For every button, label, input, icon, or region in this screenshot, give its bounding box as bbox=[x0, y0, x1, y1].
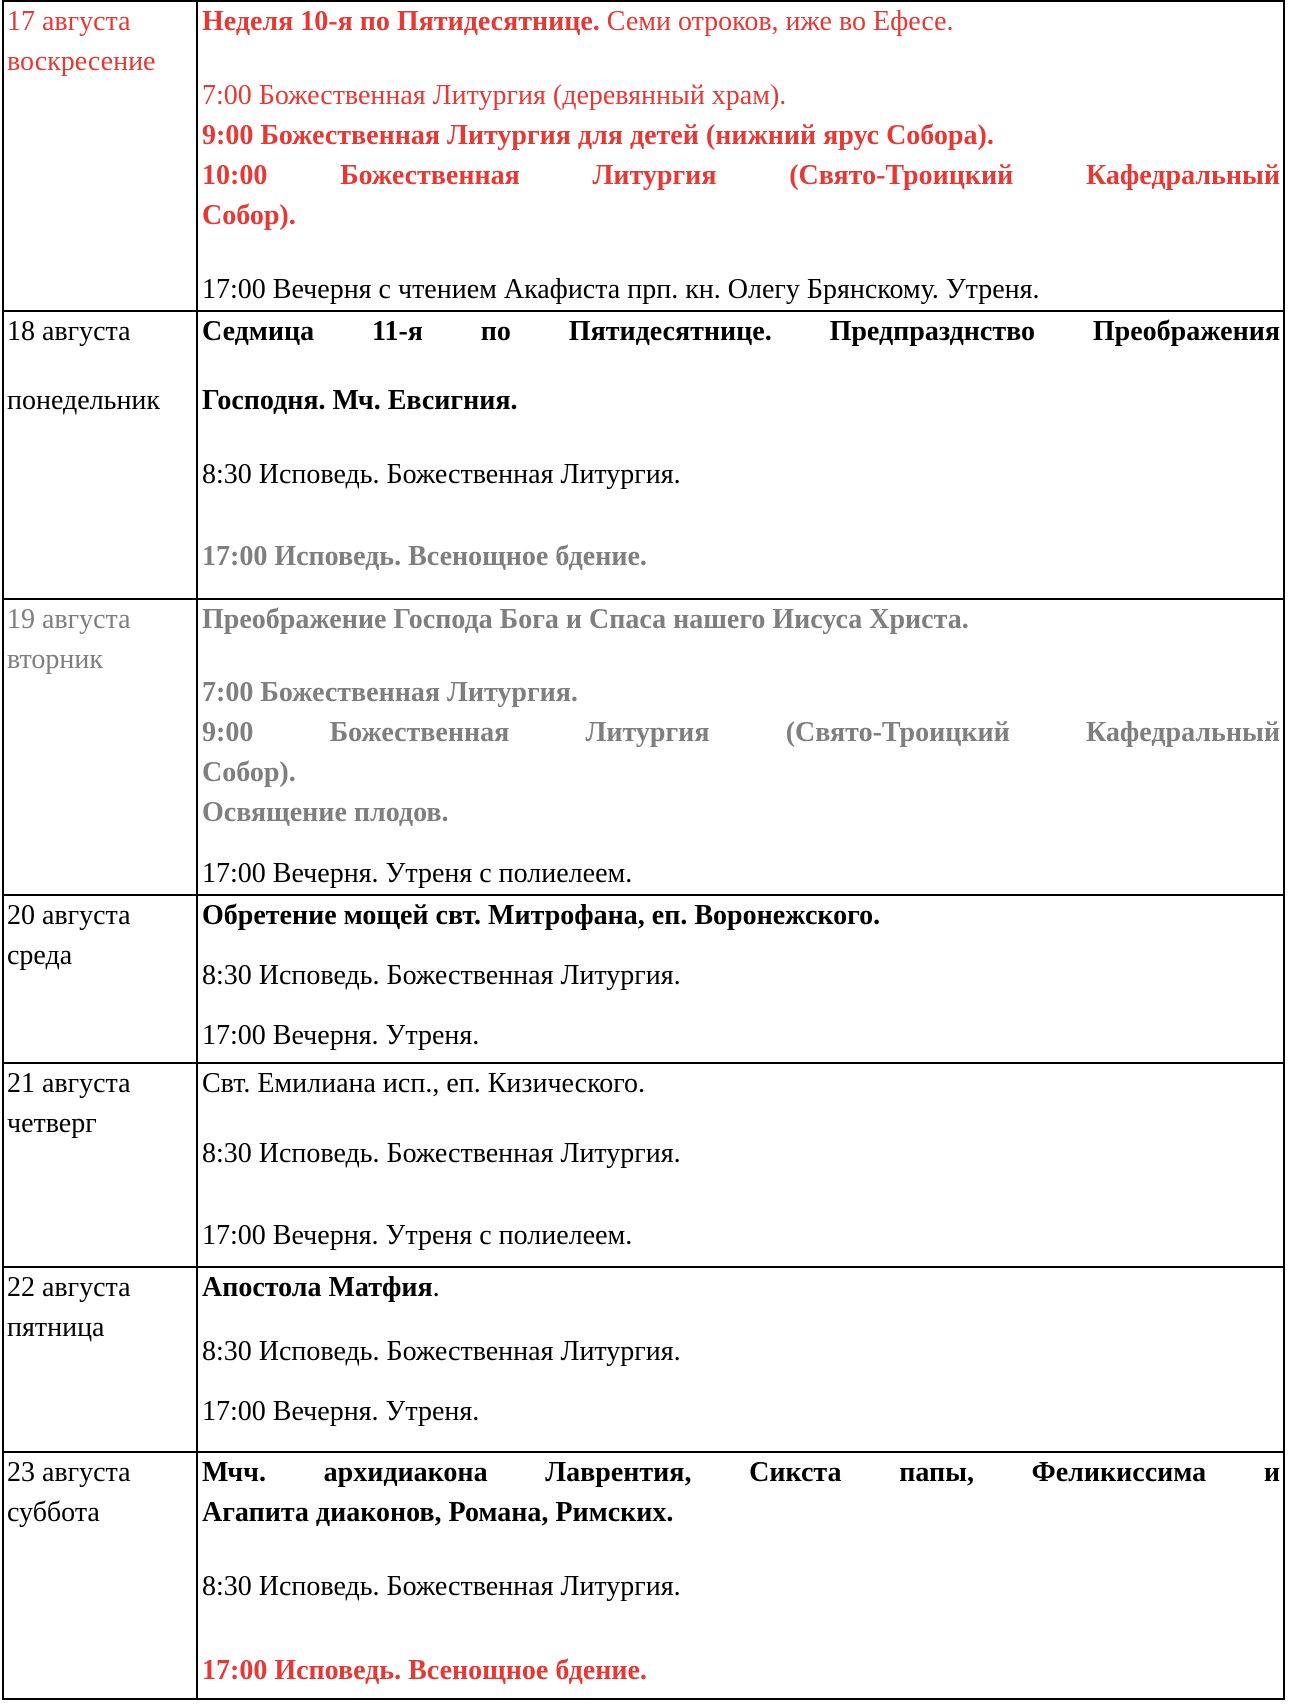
schedule-table bbox=[2, 0, 1285, 1700]
date-cell bbox=[3, 895, 197, 1063]
service-line: 10:00 Божественная Литургия (Свято-Троицкий Кафедральный bbox=[202, 160, 1280, 191]
day-row bbox=[3, 599, 1284, 895]
content-cell bbox=[197, 1, 1284, 311]
day-row bbox=[3, 311, 1284, 599]
content-cell bbox=[197, 1063, 1284, 1267]
feast-title: Мчч. архидиакона Лаврентия, Сикста папы, Феликиссима и bbox=[202, 1457, 1280, 1488]
content-cell bbox=[197, 1267, 1284, 1452]
service-line: 17:00 Исповедь. Всенощное бдение. bbox=[202, 1655, 647, 1686]
service-line: Освящение плодов. bbox=[202, 797, 449, 828]
service-line: 17:00 Вечерня. Утреня. bbox=[202, 1396, 480, 1427]
spacer bbox=[7, 352, 196, 381]
service-line: 8:30 Исповедь. Божественная Литургия. bbox=[202, 1336, 681, 1367]
spacer bbox=[202, 1372, 1280, 1392]
date-cell bbox=[3, 1452, 197, 1699]
service-line: 7:00 Божественная Литургия. bbox=[202, 677, 578, 708]
date-cell bbox=[3, 1, 197, 311]
date-cell bbox=[3, 1063, 197, 1267]
service-line: 9:00 Божественная Литургия для детей (нижний ярус Собора). bbox=[202, 120, 994, 151]
service-line: 17:00 Вечерня. Утреня с полиелеем. bbox=[202, 858, 633, 889]
service-line: 17:00 Вечерня с чтением Акафиста прп. кн. Олегу Брянскому. Утреня. bbox=[202, 274, 1040, 305]
spacer bbox=[202, 1174, 1280, 1216]
date-cell bbox=[3, 311, 197, 599]
date: 21 августа bbox=[7, 1068, 131, 1099]
service-line: 17:00 Вечерня. Утреня. bbox=[202, 1020, 480, 1051]
service-line: Собор). bbox=[202, 757, 296, 788]
date: 20 августа bbox=[7, 900, 131, 931]
service-line: 8:30 Исповедь. Божественная Литургия. bbox=[202, 960, 681, 991]
spacer bbox=[202, 352, 1280, 381]
spacer bbox=[202, 236, 1280, 270]
spacer bbox=[202, 1607, 1280, 1651]
day-row bbox=[3, 1063, 1284, 1267]
weekday: воскресение bbox=[7, 46, 156, 77]
feast-title: Господня. Мч. Евсигния. bbox=[202, 385, 518, 416]
spacer bbox=[202, 640, 1280, 673]
weekday: вторник bbox=[7, 644, 103, 675]
date: 22 августа bbox=[7, 1272, 131, 1303]
service-line: 8:30 Исповедь. Божественная Литургия. bbox=[202, 1138, 681, 1169]
feast-title bbox=[202, 2, 1280, 42]
content-cell bbox=[197, 311, 1284, 599]
spacer bbox=[202, 996, 1280, 1016]
feast-title-rest: . bbox=[432, 1272, 440, 1303]
feast-title bbox=[202, 1268, 1280, 1308]
spacer bbox=[202, 833, 1280, 854]
feast-title: Агапита диаконов, Романа, Римских. bbox=[202, 1497, 674, 1528]
weekday: среда bbox=[7, 940, 73, 971]
feast-title: Обретение мощей свт. Митрофана, еп. Воронежского. bbox=[202, 900, 881, 931]
service-line: 8:30 Исповедь. Божественная Литургия. bbox=[202, 1571, 681, 1602]
service-line: 17:00 Исповедь. Всенощное бдение. bbox=[202, 541, 647, 572]
date: 18 августа bbox=[7, 316, 131, 347]
weekday: пятница bbox=[7, 1312, 105, 1343]
spacer bbox=[202, 421, 1280, 455]
content-cell bbox=[197, 1452, 1284, 1699]
weekday: четверг bbox=[7, 1108, 97, 1139]
content-cell bbox=[197, 895, 1284, 1063]
feast-title-bold: Апостола Матфия bbox=[202, 1272, 433, 1303]
date: 23 августа bbox=[7, 1457, 131, 1488]
spacer bbox=[202, 42, 1280, 76]
weekday: суббота bbox=[7, 1497, 100, 1528]
day-row bbox=[3, 895, 1284, 1063]
spacer bbox=[202, 1104, 1280, 1134]
service-line: 8:30 Исповедь. Божественная Литургия. bbox=[202, 459, 681, 490]
service-line: 9:00 Божественная Литургия (Свято-Троицкий Кафедральный bbox=[202, 717, 1280, 748]
content-cell bbox=[197, 599, 1284, 895]
day-row bbox=[3, 1452, 1284, 1699]
day-row bbox=[3, 1267, 1284, 1452]
service-line: 17:00 Вечерня. Утреня с полиелеем. bbox=[202, 1220, 633, 1251]
spacer bbox=[202, 495, 1280, 537]
date-cell bbox=[3, 599, 197, 895]
feast-title-bold: Неделя 10-я по Пятидесятнице. bbox=[202, 6, 600, 37]
weekday: понедельник bbox=[7, 385, 161, 416]
spacer bbox=[202, 1533, 1280, 1567]
service-line: 7:00 Божественная Литургия (деревянный храм). bbox=[202, 80, 787, 111]
feast-title: Свт. Емилиана исп., еп. Кизического. bbox=[202, 1068, 646, 1099]
date: 19 августа bbox=[7, 604, 131, 635]
day-row bbox=[3, 1, 1284, 311]
feast-title-rest: Семи отроков, иже во Ефесе. bbox=[599, 6, 954, 37]
spacer bbox=[202, 936, 1280, 956]
date-cell bbox=[3, 1267, 197, 1452]
date: 17 августа bbox=[7, 6, 131, 37]
spacer bbox=[202, 1308, 1280, 1332]
feast-title: Преображение Господа Бога и Спаса нашего Иисуса Христа. bbox=[202, 604, 969, 635]
service-line: Собор). bbox=[202, 200, 296, 231]
feast-title: Седмица 11-я по Пятидесятнице. Предпразднство Преображения bbox=[202, 316, 1280, 347]
